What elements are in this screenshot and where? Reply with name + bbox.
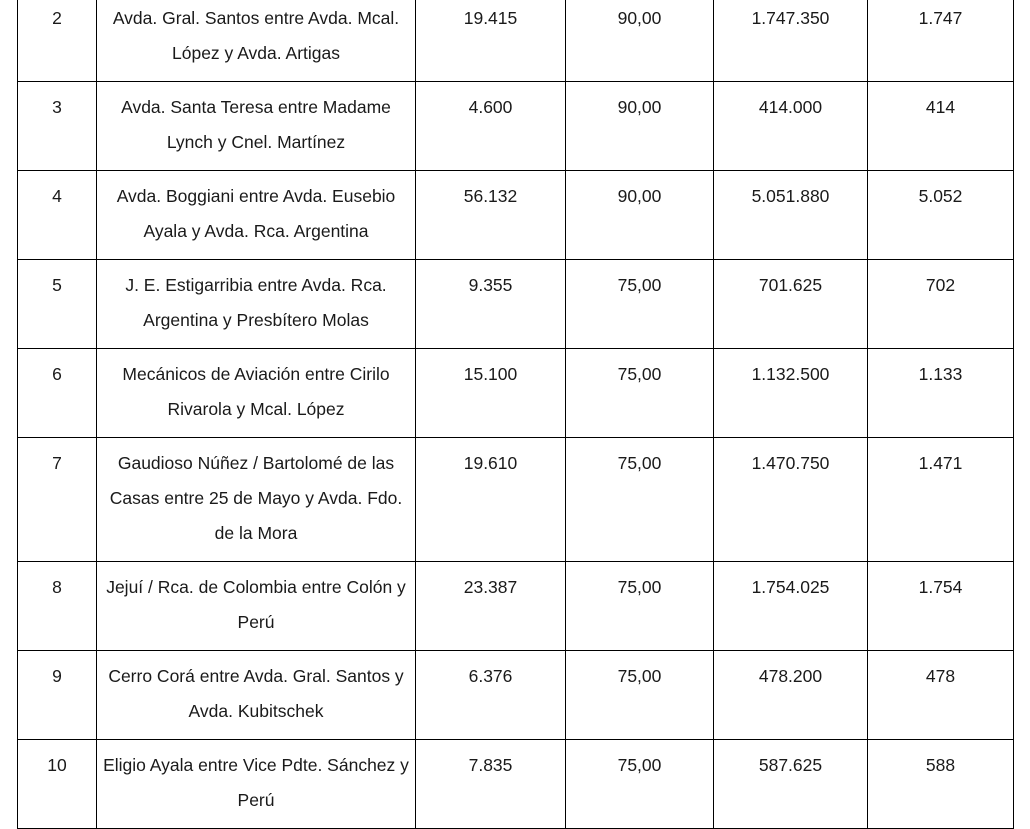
cell-total: 1.747.350: [714, 0, 868, 82]
cell-length: 56.132: [416, 171, 566, 260]
cell-thousands: 1.747: [868, 0, 1014, 82]
cell-number: 2: [18, 0, 97, 82]
cell-length: 23.387: [416, 562, 566, 651]
cell-location: Cerro Corá entre Avda. Gral. Santos y Avda. Kubitschek: [97, 651, 416, 740]
table-body: [18, 0, 1014, 829]
cell-location: Mecánicos de Aviación entre Cirilo Rivarola y Mcal. López: [97, 349, 416, 438]
cell-length: 19.415: [416, 0, 566, 82]
cell-price: 75,00: [566, 438, 714, 562]
cell-thousands: 702: [868, 260, 1014, 349]
cell-location: Avda. Boggiani entre Avda. Eusebio Ayala y Avda. Rca. Argentina: [97, 171, 416, 260]
cell-location: Jejuí / Rca. de Colombia entre Colón y Perú: [97, 562, 416, 651]
cell-length: 6.376: [416, 651, 566, 740]
cell-number: 5: [18, 260, 97, 349]
cell-length: 9.355: [416, 260, 566, 349]
cell-location: Gaudioso Núñez / Bartolomé de las Casas entre 25 de Mayo y Avda. Fdo. de la Mora: [97, 438, 416, 562]
cell-thousands: 5.052: [868, 171, 1014, 260]
cell-total: 1.132.500: [714, 349, 868, 438]
cell-price: 75,00: [566, 349, 714, 438]
cell-thousands: 1.133: [868, 349, 1014, 438]
cell-number: 7: [18, 438, 97, 562]
cell-location: Eligio Ayala entre Vice Pdte. Sánchez y Perú: [97, 740, 416, 829]
cell-number: 10: [18, 740, 97, 829]
data-table: [17, 0, 1014, 829]
table-row: [18, 260, 1014, 349]
cell-number: 8: [18, 562, 97, 651]
cell-price: 90,00: [566, 82, 714, 171]
cell-total: 701.625: [714, 260, 868, 349]
cell-length: 15.100: [416, 349, 566, 438]
cell-total: 414.000: [714, 82, 868, 171]
cell-total: 1.470.750: [714, 438, 868, 562]
cell-location: Avda. Gral. Santos entre Avda. Mcal. López y Avda. Artigas: [97, 0, 416, 82]
cell-price: 75,00: [566, 260, 714, 349]
cell-price: 75,00: [566, 740, 714, 829]
cell-thousands: 588: [868, 740, 1014, 829]
cell-price: 90,00: [566, 0, 714, 82]
cell-location: Avda. Santa Teresa entre Madame Lynch y Cnel. Martínez: [97, 82, 416, 171]
cell-total: 1.754.025: [714, 562, 868, 651]
cell-thousands: 1.754: [868, 562, 1014, 651]
table-row: [18, 562, 1014, 651]
cell-location: J. E. Estigarribia entre Avda. Rca. Argentina y Presbítero Molas: [97, 260, 416, 349]
table-row: [18, 438, 1014, 562]
cell-price: 75,00: [566, 651, 714, 740]
cell-length: 4.600: [416, 82, 566, 171]
table-row: [18, 0, 1014, 82]
table-row: [18, 740, 1014, 829]
table-row: [18, 349, 1014, 438]
cell-thousands: 1.471: [868, 438, 1014, 562]
cell-thousands: 478: [868, 651, 1014, 740]
cell-length: 19.610: [416, 438, 566, 562]
cell-total: 478.200: [714, 651, 868, 740]
table-row: [18, 171, 1014, 260]
cell-thousands: 414: [868, 82, 1014, 171]
cell-number: 4: [18, 171, 97, 260]
table-row: [18, 651, 1014, 740]
cell-price: 90,00: [566, 171, 714, 260]
cell-number: 9: [18, 651, 97, 740]
cell-total: 587.625: [714, 740, 868, 829]
cell-price: 75,00: [566, 562, 714, 651]
cell-length: 7.835: [416, 740, 566, 829]
table-row: [18, 82, 1014, 171]
cell-number: 3: [18, 82, 97, 171]
cell-total: 5.051.880: [714, 171, 868, 260]
cell-number: 6: [18, 349, 97, 438]
